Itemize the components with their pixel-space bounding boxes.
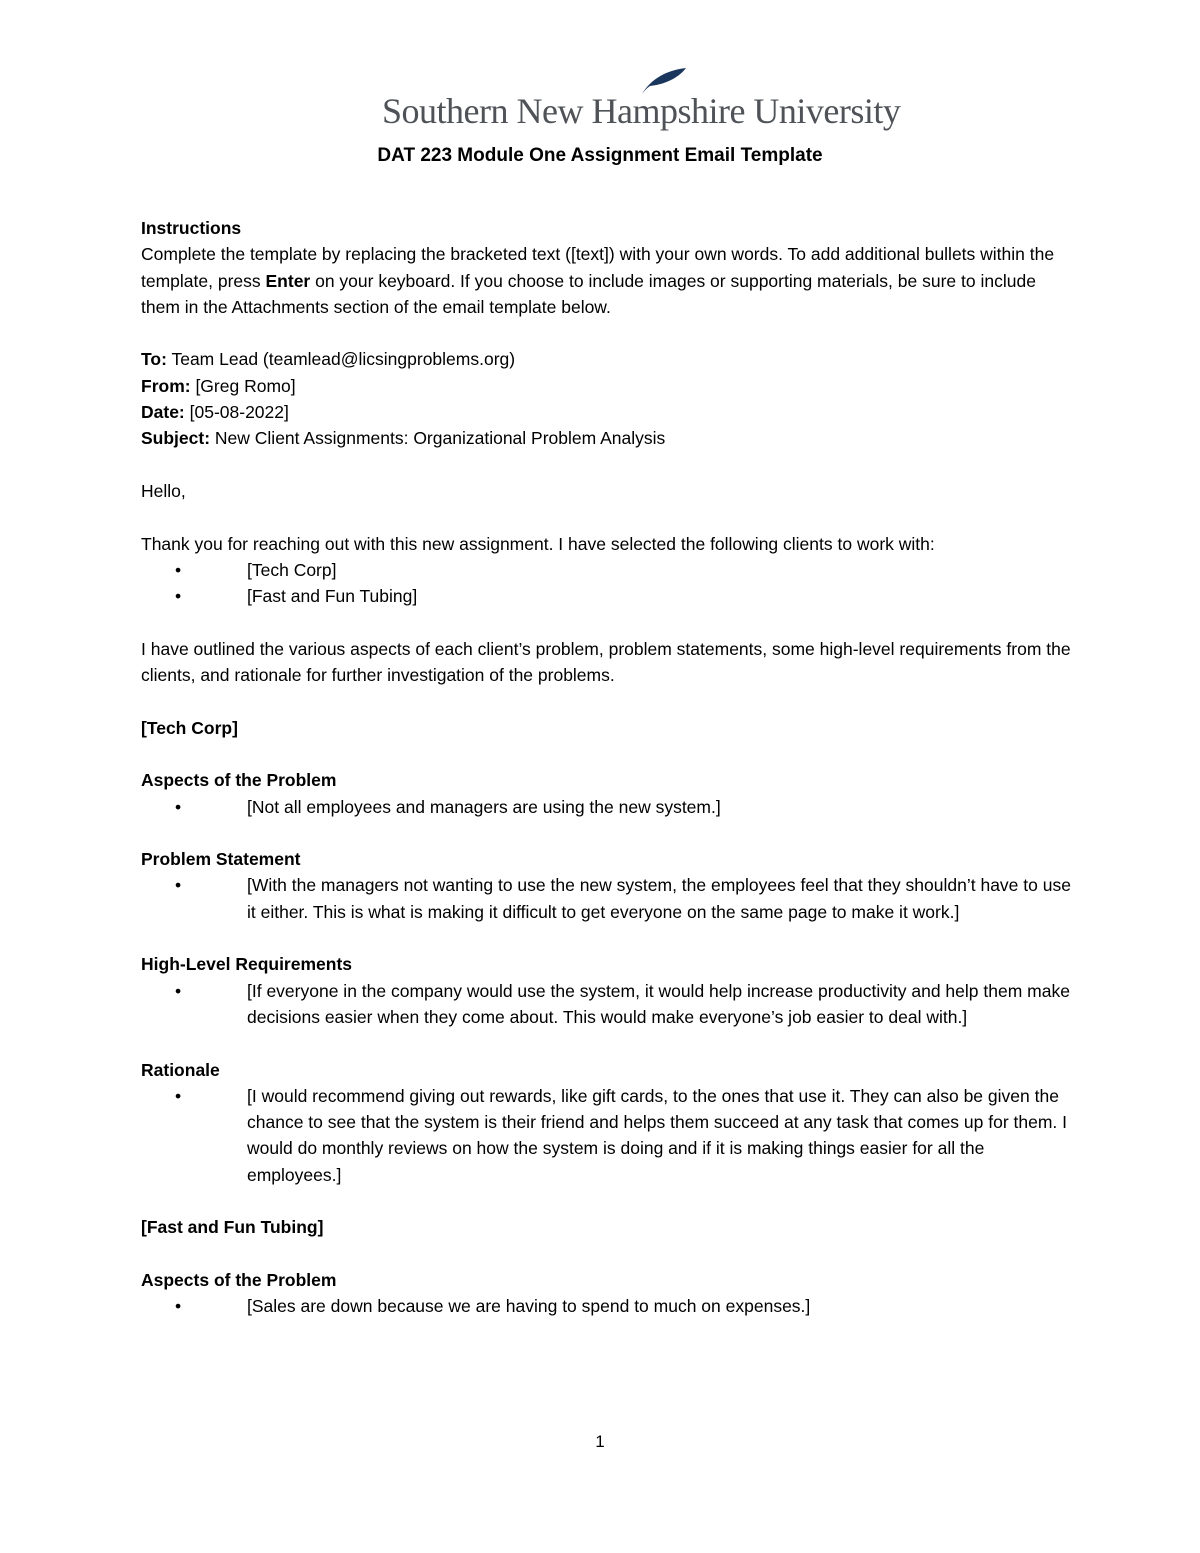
list-item: • [Tech Corp] [141, 557, 1076, 583]
client1-requirements-heading: High-Level Requirements [141, 954, 353, 975]
instructions-text: Complete the template by replacing the bracketed text ([text]) with your own words. To add additional bullets within the template, press Enter on your keyboard. If you choose to include images or supporting materials, be sure to include them in the Attachments section of the email template below. [141, 244, 1055, 317]
document-body [141, 215, 1076, 1319]
list-item: • [Sales are down because we are having to spend to much on expenses.] [141, 1293, 1076, 1319]
logo-wordmark: Southern New Hampshire University [382, 91, 901, 131]
client1-rationale-heading: Rationale [141, 1059, 220, 1080]
instructions-heading: Instructions [141, 218, 242, 238]
enter-key-text: Enter [265, 270, 311, 291]
client1-statement-heading: Problem Statement [141, 849, 301, 870]
email-intro: Thank you for reaching out with this new assignment. I have selected the following clients to work with: [141, 533, 935, 554]
email-greeting: Hello, [141, 480, 186, 501]
email-subject-line: Subject: New Client Assignments: Organizational Problem Analysis [141, 428, 666, 449]
client1-rationale-list [141, 1083, 1076, 1188]
university-logo [382, 66, 901, 136]
client1-heading: [Tech Corp] [141, 717, 238, 738]
list-item: • [If everyone in the company would use the system, it would help increase productivity and help them make decisions easier when they come about. This would make everyone’s job easier to deal with.] [141, 978, 1076, 1031]
client1-aspects-heading: Aspects of the Problem [141, 770, 337, 791]
bullet-icon: • [175, 1296, 182, 1317]
client1-statement-list [141, 872, 1076, 925]
feather-icon [640, 66, 690, 96]
list-item: • [With the managers not wanting to use the new system, the employees feel that they shouldn’t have to use it either. This is what is making it difficult to get everyone on the same page to make it work.] [141, 872, 1076, 925]
client1-requirements-list [141, 978, 1076, 1031]
list-item: • [Not all employees and managers are using the new system.] [141, 794, 1076, 820]
page-number: 1 [595, 1432, 605, 1451]
bullet-icon: • [175, 559, 182, 580]
list-item: • [I would recommend giving out rewards, like gift cards, to the ones that use it. They can also be given the chance to see that the system is their friend and helps them succeed at any task that comes up for them. I would do monthly reviews on how the system is doing and if it is making things easier for all the employees.] [141, 1083, 1076, 1188]
email-date-line: Date: [05-08-2022] [141, 402, 289, 423]
email-from-line: From: [Greg Romo] [141, 375, 296, 396]
client2-aspects-list [141, 1293, 1076, 1319]
bullet-icon: • [175, 1085, 182, 1106]
bullet-icon: • [175, 875, 182, 896]
client2-heading: [Fast and Fun Tubing] [141, 1217, 324, 1238]
client-list [141, 557, 1076, 610]
list-item: • [Fast and Fun Tubing] [141, 583, 1076, 609]
client2-aspects-heading: Aspects of the Problem [141, 1269, 337, 1290]
email-to-line: To: Team Lead (teamlead@licsingproblems.org) [141, 349, 516, 370]
bullet-icon: • [175, 796, 182, 817]
client1-aspects-list [141, 794, 1076, 820]
document-title: DAT 223 Module One Assignment Email Template [377, 145, 823, 166]
bullet-icon: • [175, 586, 182, 607]
outline-paragraph: I have outlined the various aspects of each client’s problem, problem statements, some high-level requirements from the clients, and rationale for further investigation of the problems. [141, 638, 1071, 686]
bullet-icon: • [175, 980, 182, 1001]
